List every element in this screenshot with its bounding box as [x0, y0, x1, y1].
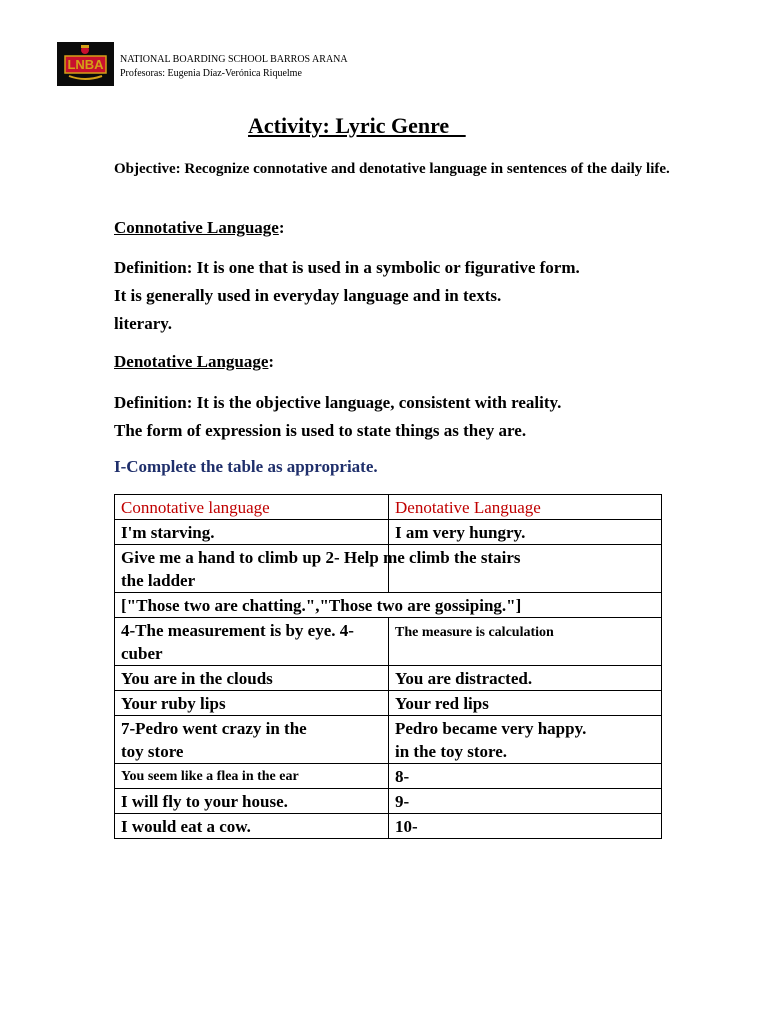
cell-line: Give me a hand to climb up 2- Help me climb the stairs — [121, 548, 521, 567]
connotative-def-line-2: It is generally used in everyday language and in texts. — [114, 286, 502, 305]
cell-merged: ["Those two are chatting.","Those two are gossiping."] — [115, 593, 662, 618]
connotative-heading-text: Connotative Language — [114, 218, 279, 237]
cell-line: in the toy store. — [395, 742, 508, 761]
language-table — [114, 494, 662, 839]
cell-connotative: I'm starving. — [115, 520, 389, 545]
denotative-heading — [114, 352, 274, 372]
table-row — [115, 618, 662, 666]
connotative-heading — [114, 218, 285, 238]
denotative-heading-colon: : — [268, 352, 275, 371]
denotative-def-line-2: The form of expression is used to state things as they are. — [114, 421, 527, 440]
cell-denotative: 9- — [389, 789, 662, 814]
cell-line: 7-Pedro went crazy in the — [121, 719, 307, 738]
page-title: Activity: Lyric Genre — [248, 113, 466, 138]
cell-connotative — [115, 618, 389, 666]
table-row — [115, 545, 662, 593]
svg-text:LNBA: LNBA — [67, 57, 104, 72]
cell-line: Pedro became very happy. — [395, 719, 587, 738]
school-logo — [57, 42, 114, 86]
table-instruction: I-Complete the table as appropriate. — [114, 457, 378, 476]
cell-connotative — [115, 716, 389, 764]
denotative-def-line-1: Definition: It is the objective language, consistent with reality. — [114, 393, 562, 412]
cell-connotative — [115, 545, 521, 593]
denotative-heading-text: Denotative Language — [114, 352, 269, 371]
table-header-row — [115, 495, 662, 520]
table-row — [115, 691, 662, 716]
header-connotative: Connotative language — [115, 495, 389, 520]
cell-denotative — [389, 618, 662, 666]
teachers-line: Profesoras: Eugenia Díaz-Verónica Riquelme — [120, 68, 302, 79]
denotative-definition — [114, 389, 674, 445]
connotative-def-line-3: literary. — [114, 314, 173, 333]
cell-denotative: Your red lips — [389, 691, 662, 716]
header-denotative: Denotative Language — [389, 495, 662, 520]
cell-denotative: 8- — [389, 764, 662, 789]
cell-connotative: I will fly to your house. — [115, 789, 389, 814]
connotative-def-line-1: Definition: It is one that is used in a symbolic or figurative form. — [114, 258, 580, 277]
school-header — [120, 53, 348, 81]
cell-line: cuber — [121, 644, 163, 663]
objective-text: Objective: Recognize connotative and denotative language in sentences of the daily life. — [114, 161, 670, 177]
cell-line: 4-The measurement is by eye. 4- — [121, 621, 354, 640]
table-row — [115, 814, 662, 839]
cell-connotative: I would eat a cow. — [115, 814, 389, 839]
table-row — [115, 666, 662, 691]
cell-line: the ladder — [121, 571, 196, 590]
cell-denotative — [389, 716, 662, 764]
cell-connotative: You seem like a flea in the ear — [115, 764, 389, 789]
school-name: NATIONAL BOARDING SCHOOL BARROS ARANA — [120, 54, 348, 65]
connotative-heading-colon: : — [278, 218, 285, 237]
table-row — [115, 716, 662, 764]
cell-line: The measure is calculation — [395, 625, 554, 640]
cell-denotative: You are distracted. — [389, 666, 662, 691]
cell-line: toy store — [121, 742, 184, 761]
cell-connotative: You are in the clouds — [115, 666, 389, 691]
cell-denotative: I am very hungry. — [389, 520, 662, 545]
cell-connotative: Your ruby lips — [115, 691, 389, 716]
table-row — [115, 789, 662, 814]
table-row — [115, 593, 662, 618]
cell-denotative: 10- — [389, 814, 662, 839]
table-row — [115, 764, 662, 789]
table-row — [115, 520, 662, 545]
connotative-definition — [114, 254, 674, 338]
